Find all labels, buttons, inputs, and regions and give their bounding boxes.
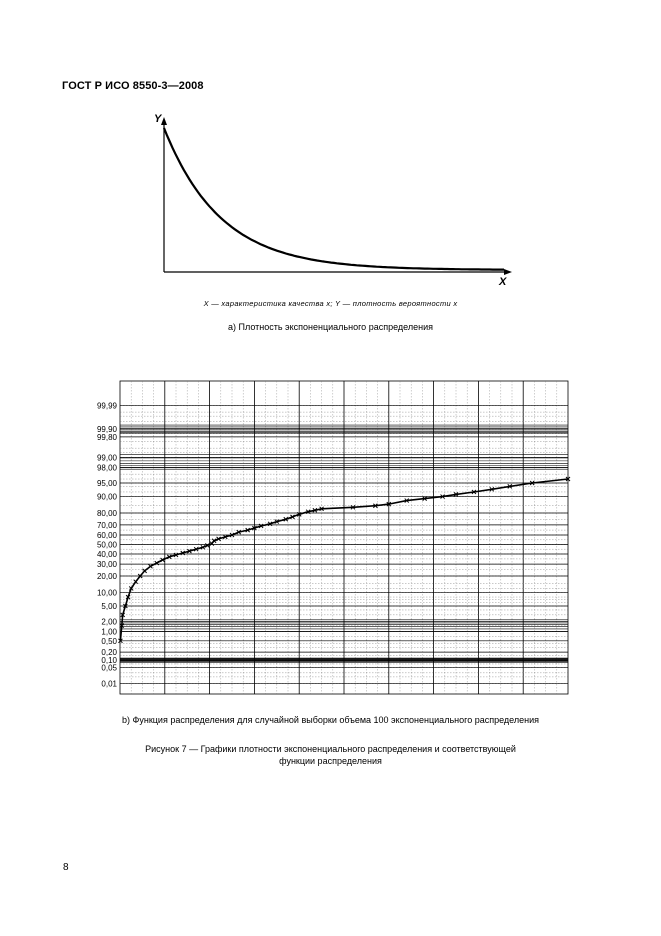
y-tick-label: 98,00	[96, 463, 117, 473]
y-tick-label: 10,00	[96, 588, 117, 598]
y-tick-label: 99,90	[96, 424, 117, 434]
y-tick-label: 0,20	[101, 648, 117, 658]
y-tick-label: 30,00	[96, 560, 117, 570]
figure-title	[0, 743, 661, 767]
probability-caption: b) Функция распределения для случайной выборки объема 100 экспоненциального распределения	[122, 715, 539, 725]
y-tick-label: 50,00	[96, 540, 117, 550]
y-tick-label: 0,01	[101, 679, 117, 689]
y-tick-label: 99,99	[96, 401, 117, 411]
figure-title-line-1: Рисунок 7 — Графики плотности экспоненциального распределения и соответствующей	[145, 744, 516, 754]
y-tick-label: 80,00	[96, 509, 117, 519]
y-tick-label: 99,00	[96, 453, 117, 463]
y-tick-label: 1,00	[101, 627, 117, 637]
y-tick-label: 2,00	[101, 617, 117, 627]
y-tick-label: 40,00	[96, 549, 117, 559]
figure-title-line-2: функции распределения	[279, 756, 382, 766]
density-curve	[164, 128, 504, 270]
y-tick-label: 60,00	[96, 531, 117, 541]
density-y-arrow-icon	[161, 117, 167, 125]
y-tick-label: 90,00	[96, 492, 117, 502]
density-caption: a) Плотность экспоненциального распределения	[228, 322, 433, 332]
probability-chart	[97, 381, 570, 694]
y-tick-label: 5,00	[101, 602, 117, 612]
y-tick-label: 0,05	[101, 663, 117, 673]
y-tick-label: 0,10	[101, 656, 117, 666]
y-tick-label: 70,00	[96, 520, 117, 530]
density-x-label: X	[499, 276, 507, 288]
density-x-arrow-icon	[504, 269, 512, 275]
density-y-label: Y	[154, 113, 162, 125]
density-legend: X — характеристика качества x; Y — плотность вероятности x	[203, 299, 458, 308]
y-tick-label: 0,50	[101, 636, 117, 646]
y-tick-label: 20,00	[96, 571, 117, 581]
y-tick-label: 95,00	[96, 478, 117, 488]
page-number: 8	[63, 862, 69, 873]
document-header: ГОСТ Р ИСО 8550-3—2008	[62, 80, 204, 92]
density-chart	[154, 113, 512, 288]
y-tick-label: 99,80	[96, 432, 117, 442]
